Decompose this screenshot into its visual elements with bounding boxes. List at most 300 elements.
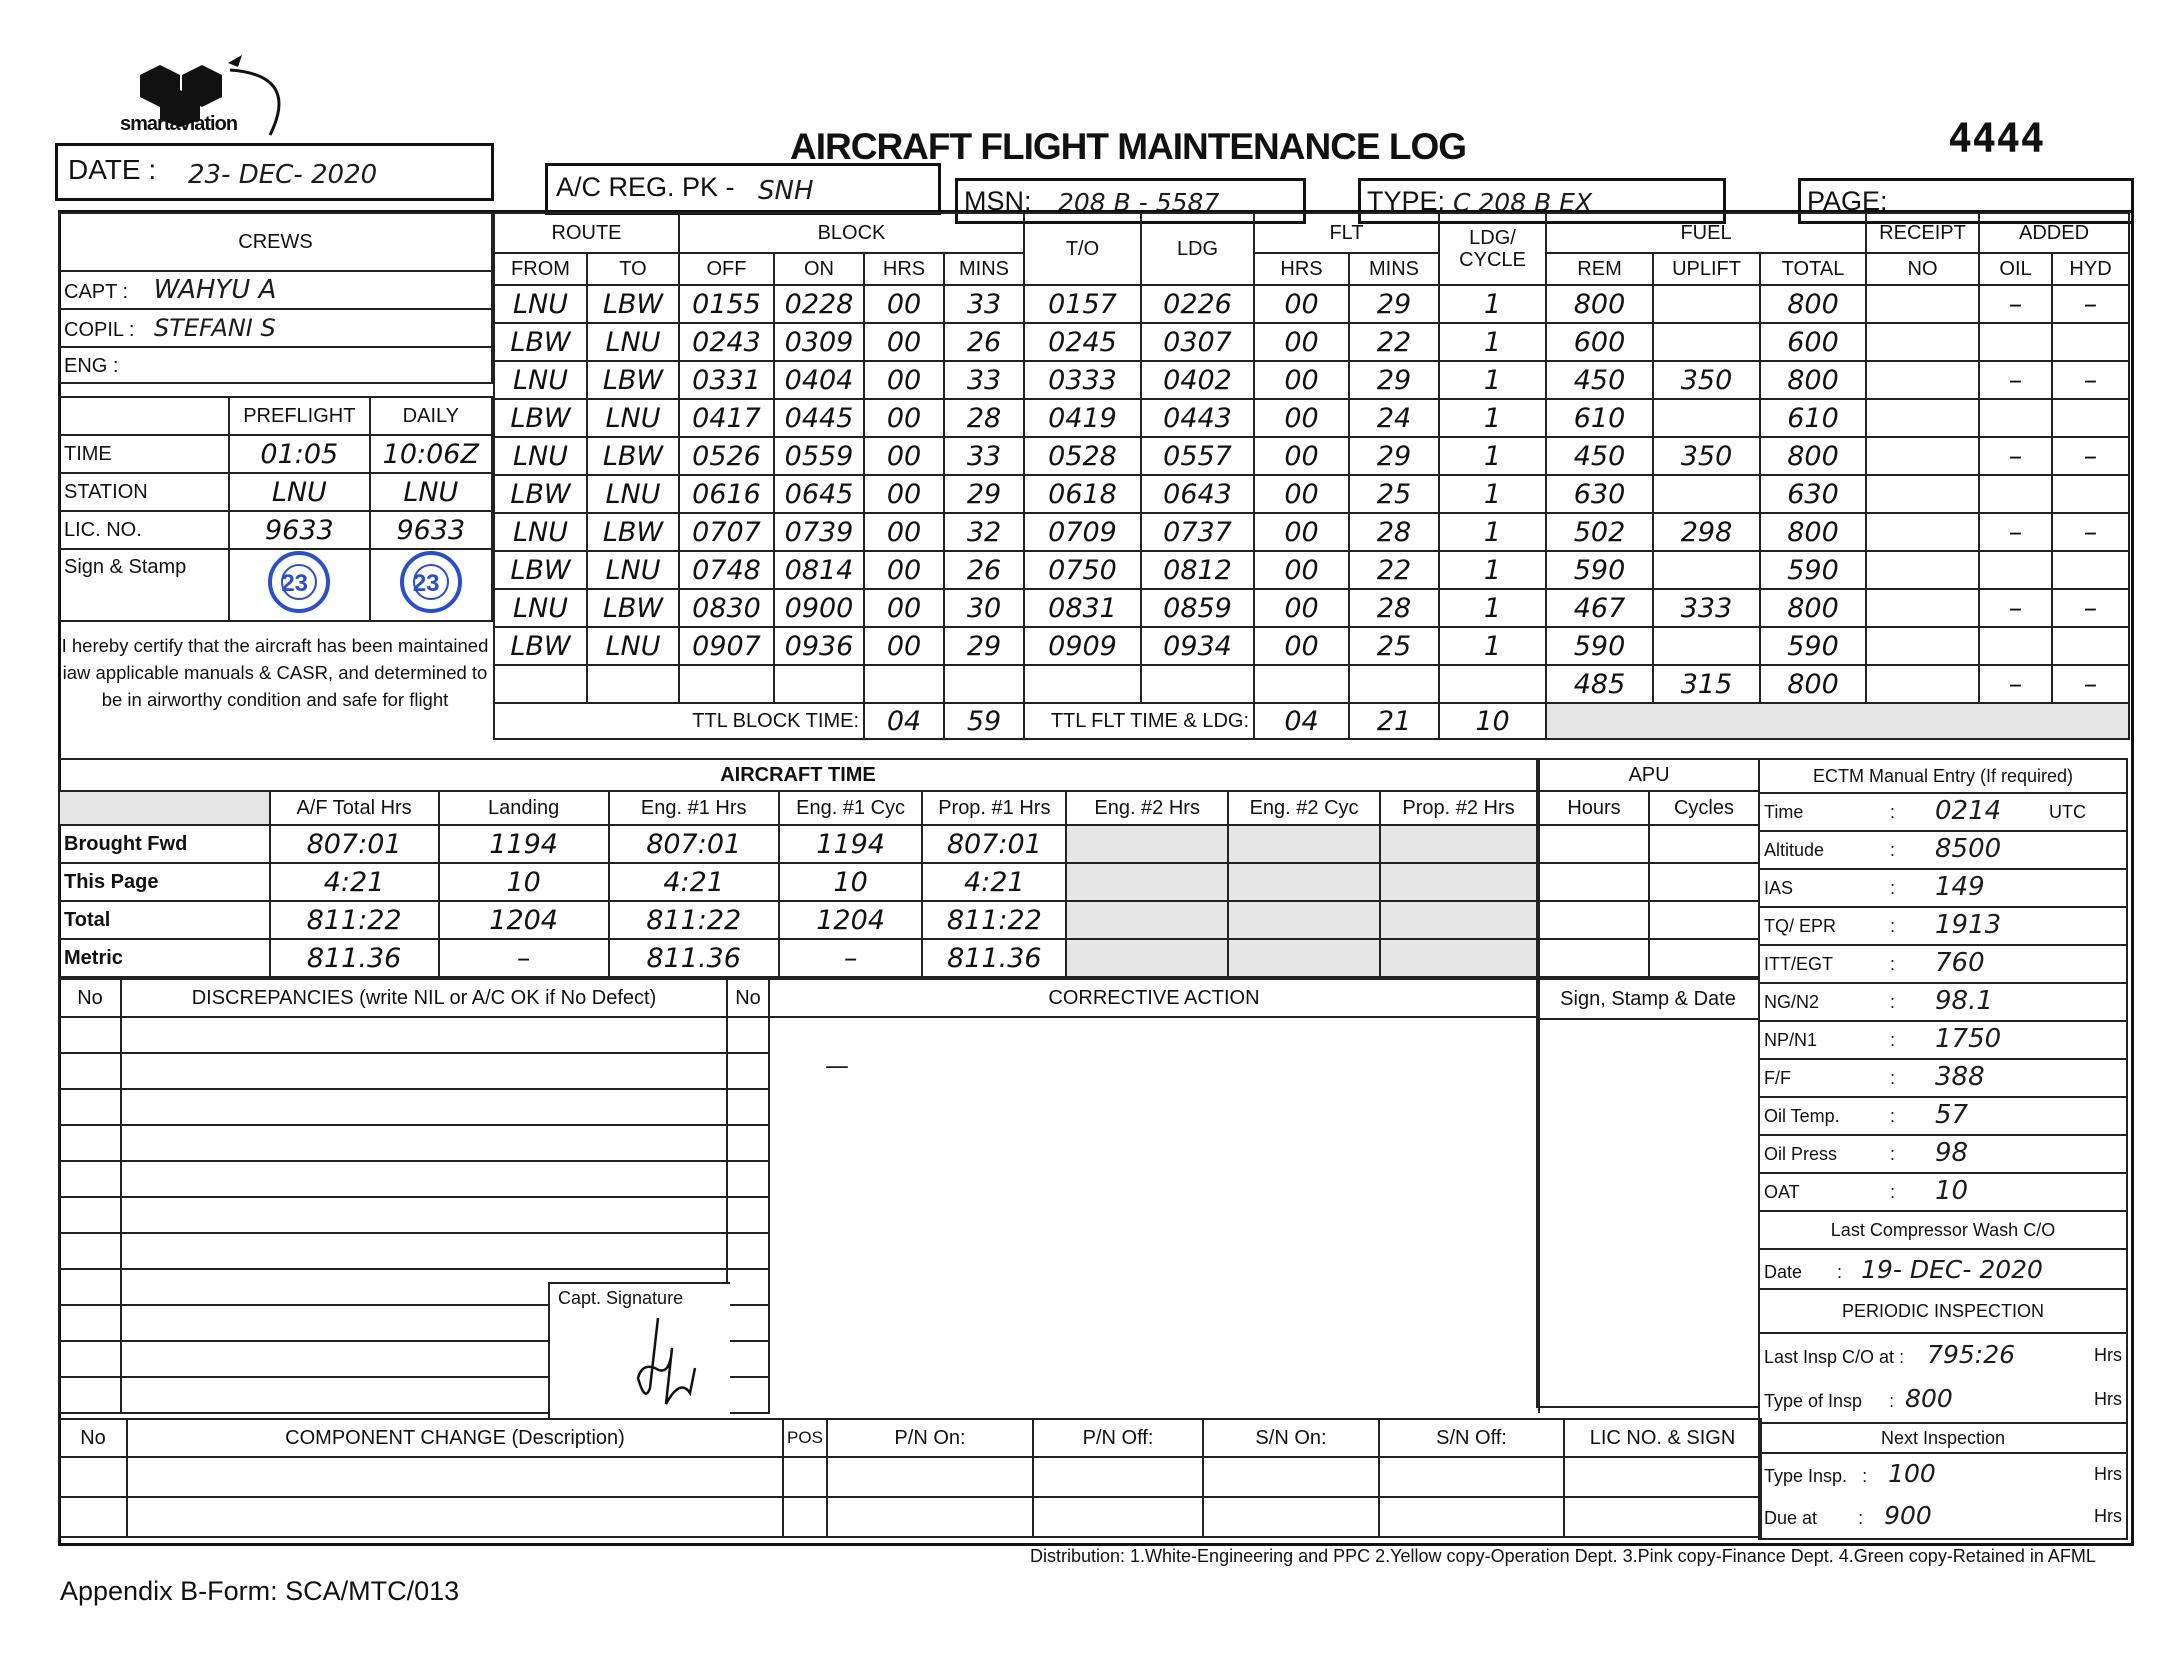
- log-cell-total[interactable]: 600: [1760, 323, 1866, 361]
- log-cell-receipt[interactable]: [1866, 361, 1979, 399]
- discrepancy-cell[interactable]: [59, 1305, 121, 1341]
- log-cell-to-time[interactable]: 0157: [1024, 285, 1141, 323]
- log-cell-ldg[interactable]: 0934: [1141, 627, 1254, 665]
- log-cell-total[interactable]: 800: [1760, 665, 1866, 703]
- log-cell-ldg[interactable]: [1141, 665, 1254, 703]
- log-cell-to[interactable]: [587, 665, 679, 703]
- comp-cell[interactable]: [59, 1497, 127, 1537]
- aircraft-time-cell[interactable]: [1380, 901, 1537, 939]
- log-cell-rem[interactable]: 450: [1546, 437, 1653, 475]
- aircraft-time-cell[interactable]: [1066, 863, 1228, 901]
- log-cell-to[interactable]: LBW: [587, 589, 679, 627]
- comp-cell[interactable]: [1033, 1457, 1203, 1497]
- log-cell-total[interactable]: 800: [1760, 589, 1866, 627]
- aircraft-time-cell[interactable]: 1194: [779, 825, 923, 863]
- log-cell-to-time[interactable]: 0419: [1024, 399, 1141, 437]
- lic-preflight[interactable]: 9633: [229, 511, 370, 549]
- log-cell-on[interactable]: 0645: [774, 475, 864, 513]
- capt-value[interactable]: WAHYU A: [153, 275, 277, 305]
- comp-cell[interactable]: [1379, 1457, 1564, 1497]
- log-cell-rem[interactable]: 800: [1546, 285, 1653, 323]
- comp-cell[interactable]: [127, 1457, 783, 1497]
- log-cell-fmins[interactable]: 22: [1349, 323, 1439, 361]
- log-cell-to[interactable]: LBW: [587, 285, 679, 323]
- log-cell-receipt[interactable]: [1866, 285, 1979, 323]
- log-cell-receipt[interactable]: [1866, 627, 1979, 665]
- log-cell-mins[interactable]: [944, 665, 1024, 703]
- next-type-value[interactable]: 100: [1888, 1459, 1936, 1488]
- comp-cell[interactable]: [59, 1457, 127, 1497]
- time-preflight[interactable]: 01:05: [229, 435, 370, 473]
- log-cell-to-time[interactable]: [1024, 665, 1141, 703]
- log-cell-fhrs[interactable]: 00: [1254, 513, 1349, 551]
- log-cell-cyc[interactable]: 1: [1439, 513, 1546, 551]
- aircraft-time-cell[interactable]: 811.36: [609, 939, 779, 977]
- log-cell-on[interactable]: 0445: [774, 399, 864, 437]
- log-cell-hyd[interactable]: –: [2052, 513, 2129, 551]
- log-cell-ldg[interactable]: 0643: [1141, 475, 1254, 513]
- log-cell-hrs[interactable]: 00: [864, 285, 944, 323]
- discrepancy-cell[interactable]: [727, 1089, 769, 1125]
- aircraft-time-cell[interactable]: [1380, 863, 1537, 901]
- log-cell-total[interactable]: 610: [1760, 399, 1866, 437]
- log-cell-cyc[interactable]: 1: [1439, 627, 1546, 665]
- log-cell-mins[interactable]: 28: [944, 399, 1024, 437]
- comp-cell[interactable]: [1203, 1457, 1379, 1497]
- log-cell-receipt[interactable]: [1866, 589, 1979, 627]
- log-cell-oil[interactable]: –: [1979, 285, 2052, 323]
- log-cell-receipt[interactable]: [1866, 475, 1979, 513]
- log-cell-to-time[interactable]: 0750: [1024, 551, 1141, 589]
- log-cell-off[interactable]: 0526: [679, 437, 774, 475]
- log-cell-receipt[interactable]: [1866, 437, 1979, 475]
- type-insp-value[interactable]: 800: [1905, 1384, 1953, 1413]
- discrepancy-cell[interactable]: [769, 1161, 1539, 1197]
- aircraft-time-cell[interactable]: [1066, 825, 1228, 863]
- log-cell-ldg[interactable]: 0557: [1141, 437, 1254, 475]
- log-cell-cyc[interactable]: 1: [1439, 589, 1546, 627]
- log-cell-to[interactable]: LNU: [587, 627, 679, 665]
- log-cell-hyd[interactable]: –: [2052, 285, 2129, 323]
- discrepancy-cell[interactable]: [769, 1053, 1539, 1089]
- log-cell-oil[interactable]: –: [1979, 589, 2052, 627]
- log-cell-on[interactable]: 0559: [774, 437, 864, 475]
- log-cell-fhrs[interactable]: [1254, 665, 1349, 703]
- log-cell-mins[interactable]: 29: [944, 627, 1024, 665]
- log-cell-fmins[interactable]: 29: [1349, 361, 1439, 399]
- log-cell-to[interactable]: LNU: [587, 475, 679, 513]
- discrepancy-cell[interactable]: [727, 1053, 769, 1089]
- discrepancy-cell[interactable]: [121, 1161, 727, 1197]
- log-cell-to-time[interactable]: 0245: [1024, 323, 1141, 361]
- log-cell-oil[interactable]: [1979, 399, 2052, 437]
- discrepancy-cell[interactable]: [769, 1197, 1539, 1233]
- log-cell-mins[interactable]: 30: [944, 589, 1024, 627]
- ttl-block-hrs[interactable]: 04: [864, 703, 944, 739]
- comp-cell[interactable]: [1564, 1457, 1761, 1497]
- discrepancy-cell[interactable]: [769, 1377, 1539, 1413]
- log-cell-hyd[interactable]: –: [2052, 665, 2129, 703]
- ttl-block-mins[interactable]: 59: [944, 703, 1024, 739]
- log-cell-hyd[interactable]: –: [2052, 361, 2129, 399]
- discrepancy-cell[interactable]: [121, 1089, 727, 1125]
- log-cell-rem[interactable]: 502: [1546, 513, 1653, 551]
- log-cell-oil[interactable]: –: [1979, 513, 2052, 551]
- log-cell-fhrs[interactable]: 00: [1254, 323, 1349, 361]
- log-cell-fhrs[interactable]: 00: [1254, 399, 1349, 437]
- log-cell-total[interactable]: 630: [1760, 475, 1866, 513]
- log-cell-hrs[interactable]: 00: [864, 323, 944, 361]
- log-cell-uplift[interactable]: [1653, 627, 1760, 665]
- log-cell-uplift[interactable]: [1653, 323, 1760, 361]
- discrepancy-cell[interactable]: [121, 1233, 727, 1269]
- log-cell-fhrs[interactable]: 00: [1254, 627, 1349, 665]
- station-preflight[interactable]: LNU: [229, 473, 370, 511]
- sign-stamp-area[interactable]: [1537, 1019, 1759, 1407]
- log-cell-mins[interactable]: 33: [944, 361, 1024, 399]
- aircraft-time-cell[interactable]: 811.36: [270, 939, 439, 977]
- log-cell-to[interactable]: LNU: [587, 323, 679, 361]
- log-cell-cyc[interactable]: 1: [1439, 285, 1546, 323]
- discrepancy-cell[interactable]: [727, 1017, 769, 1053]
- log-cell-cyc[interactable]: 1: [1439, 323, 1546, 361]
- discrepancy-cell[interactable]: [727, 1341, 769, 1377]
- log-cell-from[interactable]: LBW: [494, 475, 587, 513]
- discrepancy-cell[interactable]: [769, 1233, 1539, 1269]
- log-cell-receipt[interactable]: [1866, 323, 1979, 361]
- log-cell-to-time[interactable]: 0528: [1024, 437, 1141, 475]
- log-cell-to-time[interactable]: 0709: [1024, 513, 1141, 551]
- log-cell-total[interactable]: 800: [1760, 437, 1866, 475]
- log-cell-hrs[interactable]: 00: [864, 399, 944, 437]
- log-cell-off[interactable]: 0243: [679, 323, 774, 361]
- log-cell-ldg[interactable]: 0402: [1141, 361, 1254, 399]
- comp-cell[interactable]: [783, 1497, 827, 1537]
- aircraft-time-cell[interactable]: [1066, 901, 1228, 939]
- log-cell-hyd[interactable]: [2052, 551, 2129, 589]
- log-cell-ldg[interactable]: 0226: [1141, 285, 1254, 323]
- log-cell-hyd[interactable]: [2052, 627, 2129, 665]
- log-cell-fmins[interactable]: 28: [1349, 589, 1439, 627]
- log-cell-oil[interactable]: [1979, 475, 2052, 513]
- aircraft-time-cell[interactable]: 10: [779, 863, 923, 901]
- discrepancy-cell[interactable]: [59, 1269, 121, 1305]
- discrepancy-cell[interactable]: [769, 1341, 1539, 1377]
- log-cell-rem[interactable]: 600: [1546, 323, 1653, 361]
- comp-cell[interactable]: [1379, 1497, 1564, 1537]
- log-cell-hyd[interactable]: –: [2052, 437, 2129, 475]
- discrepancy-cell[interactable]: [769, 1017, 1539, 1053]
- log-cell-oil[interactable]: [1979, 323, 2052, 361]
- discrepancy-cell[interactable]: [727, 1125, 769, 1161]
- apu-cell[interactable]: [1539, 825, 1649, 863]
- apu-cell[interactable]: [1649, 825, 1759, 863]
- log-cell-cyc[interactable]: 1: [1439, 475, 1546, 513]
- log-cell-fmins[interactable]: 29: [1349, 437, 1439, 475]
- aircraft-time-cell[interactable]: 811:22: [922, 901, 1066, 939]
- ttl-flt-hrs[interactable]: 04: [1254, 703, 1349, 739]
- log-cell-fhrs[interactable]: 00: [1254, 589, 1349, 627]
- log-cell-total[interactable]: 800: [1760, 285, 1866, 323]
- ectm-value[interactable]: 57: [1935, 1100, 1969, 1130]
- log-cell-to[interactable]: LBW: [587, 437, 679, 475]
- ectm-value[interactable]: 98: [1935, 1138, 1969, 1168]
- log-cell-hrs[interactable]: 00: [864, 361, 944, 399]
- log-cell-oil[interactable]: –: [1979, 665, 2052, 703]
- log-cell-on[interactable]: 0936: [774, 627, 864, 665]
- log-cell-rem[interactable]: 485: [1546, 665, 1653, 703]
- log-cell-from[interactable]: LBW: [494, 627, 587, 665]
- aircraft-time-cell[interactable]: 1204: [439, 901, 609, 939]
- log-cell-off[interactable]: 0830: [679, 589, 774, 627]
- log-cell-uplift[interactable]: [1653, 475, 1760, 513]
- log-cell-fhrs[interactable]: 00: [1254, 551, 1349, 589]
- log-cell-fhrs[interactable]: 00: [1254, 475, 1349, 513]
- log-cell-oil[interactable]: [1979, 551, 2052, 589]
- aircraft-time-cell[interactable]: [1228, 939, 1380, 977]
- log-cell-to-time[interactable]: 0909: [1024, 627, 1141, 665]
- log-cell-uplift[interactable]: 315: [1653, 665, 1760, 703]
- log-cell-mins[interactable]: 26: [944, 323, 1024, 361]
- ectm-value[interactable]: 760: [1935, 948, 1985, 978]
- discrepancy-cell[interactable]: [59, 1233, 121, 1269]
- log-cell-on[interactable]: [774, 665, 864, 703]
- apu-cell[interactable]: [1539, 939, 1649, 977]
- discrepancy-cell[interactable]: [769, 1089, 1539, 1125]
- log-cell-from[interactable]: LNU: [494, 285, 587, 323]
- apu-cell[interactable]: [1649, 863, 1759, 901]
- station-daily[interactable]: LNU: [370, 473, 492, 511]
- ectm-value[interactable]: 1750: [1935, 1024, 2002, 1054]
- aircraft-time-cell[interactable]: 811:22: [609, 901, 779, 939]
- log-cell-cyc[interactable]: 1: [1439, 399, 1546, 437]
- aircraft-time-cell[interactable]: 1204: [779, 901, 923, 939]
- log-cell-to[interactable]: LNU: [587, 551, 679, 589]
- log-cell-from[interactable]: LNU: [494, 513, 587, 551]
- ectm-value[interactable]: 388: [1935, 1062, 1985, 1092]
- log-cell-rem[interactable]: 630: [1546, 475, 1653, 513]
- log-cell-total[interactable]: 590: [1760, 627, 1866, 665]
- log-cell-on[interactable]: 0814: [774, 551, 864, 589]
- log-cell-on[interactable]: 0404: [774, 361, 864, 399]
- discrepancy-cell[interactable]: [59, 1377, 121, 1413]
- log-cell-receipt[interactable]: [1866, 513, 1979, 551]
- log-cell-mins[interactable]: 33: [944, 285, 1024, 323]
- log-cell-uplift[interactable]: 333: [1653, 589, 1760, 627]
- ectm-value[interactable]: 10: [1935, 1176, 1969, 1206]
- log-cell-mins[interactable]: 29: [944, 475, 1024, 513]
- ectm-value[interactable]: 0214: [1935, 796, 2002, 826]
- comp-cell[interactable]: [783, 1457, 827, 1497]
- ectm-value[interactable]: 8500: [1935, 834, 2002, 864]
- log-cell-from[interactable]: LNU: [494, 589, 587, 627]
- log-cell-to[interactable]: LBW: [587, 361, 679, 399]
- aircraft-time-cell[interactable]: [1066, 939, 1228, 977]
- discrepancy-cell[interactable]: [59, 1089, 121, 1125]
- aircraft-time-cell[interactable]: 10: [439, 863, 609, 901]
- ectm-value[interactable]: 98.1: [1935, 986, 1993, 1016]
- log-cell-oil[interactable]: [1979, 627, 2052, 665]
- wash-date-value[interactable]: 19- DEC- 2020: [1861, 1254, 2043, 1284]
- log-cell-from[interactable]: [494, 665, 587, 703]
- discrepancy-cell[interactable]: [727, 1161, 769, 1197]
- log-cell-ldg[interactable]: 0307: [1141, 323, 1254, 361]
- log-cell-fmins[interactable]: 25: [1349, 475, 1439, 513]
- aircraft-time-cell[interactable]: 4:21: [922, 863, 1066, 901]
- log-cell-to[interactable]: LNU: [587, 399, 679, 437]
- capt-signature-box[interactable]: [548, 1282, 730, 1420]
- log-cell-oil[interactable]: –: [1979, 361, 2052, 399]
- log-cell-hyd[interactable]: –: [2052, 589, 2129, 627]
- comp-cell[interactable]: [127, 1497, 783, 1537]
- log-cell-cyc[interactable]: 1: [1439, 437, 1546, 475]
- log-cell-fhrs[interactable]: 00: [1254, 361, 1349, 399]
- log-cell-hrs[interactable]: 00: [864, 475, 944, 513]
- discrepancy-cell[interactable]: [59, 1053, 121, 1089]
- due-value[interactable]: 900: [1884, 1501, 1932, 1530]
- aircraft-time-cell[interactable]: –: [439, 939, 609, 977]
- log-cell-on[interactable]: 0309: [774, 323, 864, 361]
- discrepancy-cell[interactable]: [769, 1125, 1539, 1161]
- lic-daily[interactable]: 9633: [370, 511, 492, 549]
- log-cell-fhrs[interactable]: 00: [1254, 437, 1349, 475]
- log-cell-cyc[interactable]: [1439, 665, 1546, 703]
- log-cell-hrs[interactable]: [864, 665, 944, 703]
- aircraft-time-cell[interactable]: [1228, 901, 1380, 939]
- discrepancy-cell[interactable]: [59, 1017, 121, 1053]
- discrepancy-cell[interactable]: [121, 1125, 727, 1161]
- discrepancy-cell[interactable]: [769, 1305, 1539, 1341]
- discrepancy-cell[interactable]: [59, 1125, 121, 1161]
- comp-cell[interactable]: [1203, 1497, 1379, 1537]
- log-cell-total[interactable]: 800: [1760, 513, 1866, 551]
- log-cell-fmins[interactable]: 22: [1349, 551, 1439, 589]
- log-cell-off[interactable]: [679, 665, 774, 703]
- time-daily[interactable]: 10:06Z: [370, 435, 492, 473]
- aircraft-time-cell[interactable]: 807:01: [922, 825, 1066, 863]
- log-cell-fmins[interactable]: 24: [1349, 399, 1439, 437]
- log-cell-fhrs[interactable]: 00: [1254, 285, 1349, 323]
- log-cell-rem[interactable]: 590: [1546, 551, 1653, 589]
- log-cell-mins[interactable]: 32: [944, 513, 1024, 551]
- ttl-ldg[interactable]: 10: [1439, 703, 1546, 739]
- aircraft-time-cell[interactable]: 4:21: [609, 863, 779, 901]
- log-cell-from[interactable]: LNU: [494, 361, 587, 399]
- log-cell-from[interactable]: LBW: [494, 399, 587, 437]
- log-cell-off[interactable]: 0331: [679, 361, 774, 399]
- apu-cell[interactable]: [1649, 939, 1759, 977]
- discrepancy-cell[interactable]: [727, 1269, 769, 1305]
- log-cell-cyc[interactable]: 1: [1439, 361, 1546, 399]
- log-cell-from[interactable]: LBW: [494, 551, 587, 589]
- ectm-value[interactable]: 149: [1935, 872, 1985, 902]
- log-cell-from[interactable]: LNU: [494, 437, 587, 475]
- aircraft-time-cell[interactable]: 807:01: [609, 825, 779, 863]
- log-cell-to-time[interactable]: 0831: [1024, 589, 1141, 627]
- ttl-flt-mins[interactable]: 21: [1349, 703, 1439, 739]
- aircraft-time-cell[interactable]: 807:01: [270, 825, 439, 863]
- aircraft-time-cell[interactable]: [1228, 863, 1380, 901]
- log-cell-fmins[interactable]: 28: [1349, 513, 1439, 551]
- log-cell-hrs[interactable]: 00: [864, 589, 944, 627]
- msn-value[interactable]: 208 B - 5587: [1058, 188, 1220, 217]
- log-cell-fmins[interactable]: 25: [1349, 627, 1439, 665]
- log-cell-ldg[interactable]: 0859: [1141, 589, 1254, 627]
- ectm-value[interactable]: 1913: [1935, 910, 2002, 940]
- apu-cell[interactable]: [1539, 863, 1649, 901]
- log-cell-off[interactable]: 0616: [679, 475, 774, 513]
- discrepancy-cell[interactable]: [59, 1341, 121, 1377]
- log-cell-on[interactable]: 0900: [774, 589, 864, 627]
- log-cell-off[interactable]: 0707: [679, 513, 774, 551]
- log-cell-ldg[interactable]: 0443: [1141, 399, 1254, 437]
- discrepancy-cell[interactable]: [769, 1269, 1539, 1305]
- date-value[interactable]: 23- DEC- 2020: [188, 160, 378, 190]
- log-cell-hrs[interactable]: 00: [864, 513, 944, 551]
- log-cell-receipt[interactable]: [1866, 665, 1979, 703]
- log-cell-on[interactable]: 0739: [774, 513, 864, 551]
- discrepancy-cell[interactable]: [59, 1197, 121, 1233]
- log-cell-uplift[interactable]: 298: [1653, 513, 1760, 551]
- log-cell-hrs[interactable]: 00: [864, 627, 944, 665]
- aircraft-time-cell[interactable]: –: [779, 939, 923, 977]
- log-cell-to-time[interactable]: 0618: [1024, 475, 1141, 513]
- aircraft-time-cell[interactable]: [1380, 939, 1537, 977]
- discrepancy-cell[interactable]: [59, 1161, 121, 1197]
- apu-cell[interactable]: [1649, 901, 1759, 939]
- log-cell-rem[interactable]: 467: [1546, 589, 1653, 627]
- log-cell-hyd[interactable]: [2052, 323, 2129, 361]
- aircraft-time-cell[interactable]: 4:21: [270, 863, 439, 901]
- acreg-value[interactable]: SNH: [758, 176, 814, 206]
- log-cell-to-time[interactable]: 0333: [1024, 361, 1141, 399]
- log-cell-off[interactable]: 0907: [679, 627, 774, 665]
- comp-cell[interactable]: [1564, 1497, 1761, 1537]
- apu-cell[interactable]: [1539, 901, 1649, 939]
- log-cell-total[interactable]: 590: [1760, 551, 1866, 589]
- log-cell-mins[interactable]: 26: [944, 551, 1024, 589]
- log-cell-receipt[interactable]: [1866, 399, 1979, 437]
- log-cell-uplift[interactable]: [1653, 285, 1760, 323]
- log-cell-rem[interactable]: 610: [1546, 399, 1653, 437]
- comp-cell[interactable]: [827, 1457, 1033, 1497]
- log-cell-ldg[interactable]: 0737: [1141, 513, 1254, 551]
- log-cell-total[interactable]: 800: [1760, 361, 1866, 399]
- log-cell-uplift[interactable]: [1653, 551, 1760, 589]
- log-cell-on[interactable]: 0228: [774, 285, 864, 323]
- copil-value[interactable]: STEFANI S: [153, 314, 276, 342]
- last-insp-value[interactable]: 795:26: [1927, 1340, 2016, 1369]
- log-cell-oil[interactable]: –: [1979, 437, 2052, 475]
- log-cell-fmins[interactable]: [1349, 665, 1439, 703]
- log-cell-rem[interactable]: 450: [1546, 361, 1653, 399]
- log-cell-hrs[interactable]: 00: [864, 437, 944, 475]
- discrepancy-cell[interactable]: [121, 1017, 727, 1053]
- log-cell-receipt[interactable]: [1866, 551, 1979, 589]
- log-cell-uplift[interactable]: 350: [1653, 361, 1760, 399]
- aircraft-time-cell[interactable]: 811:22: [270, 901, 439, 939]
- type-value[interactable]: C 208 B EX: [1453, 188, 1593, 217]
- comp-cell[interactable]: [827, 1497, 1033, 1537]
- log-cell-hyd[interactable]: [2052, 475, 2129, 513]
- discrepancy-cell[interactable]: [727, 1197, 769, 1233]
- log-cell-rem[interactable]: 590: [1546, 627, 1653, 665]
- log-cell-cyc[interactable]: 1: [1439, 551, 1546, 589]
- log-cell-hyd[interactable]: [2052, 399, 2129, 437]
- log-cell-hrs[interactable]: 00: [864, 551, 944, 589]
- discrepancy-cell[interactable]: [121, 1053, 727, 1089]
- aircraft-time-cell[interactable]: 1194: [439, 825, 609, 863]
